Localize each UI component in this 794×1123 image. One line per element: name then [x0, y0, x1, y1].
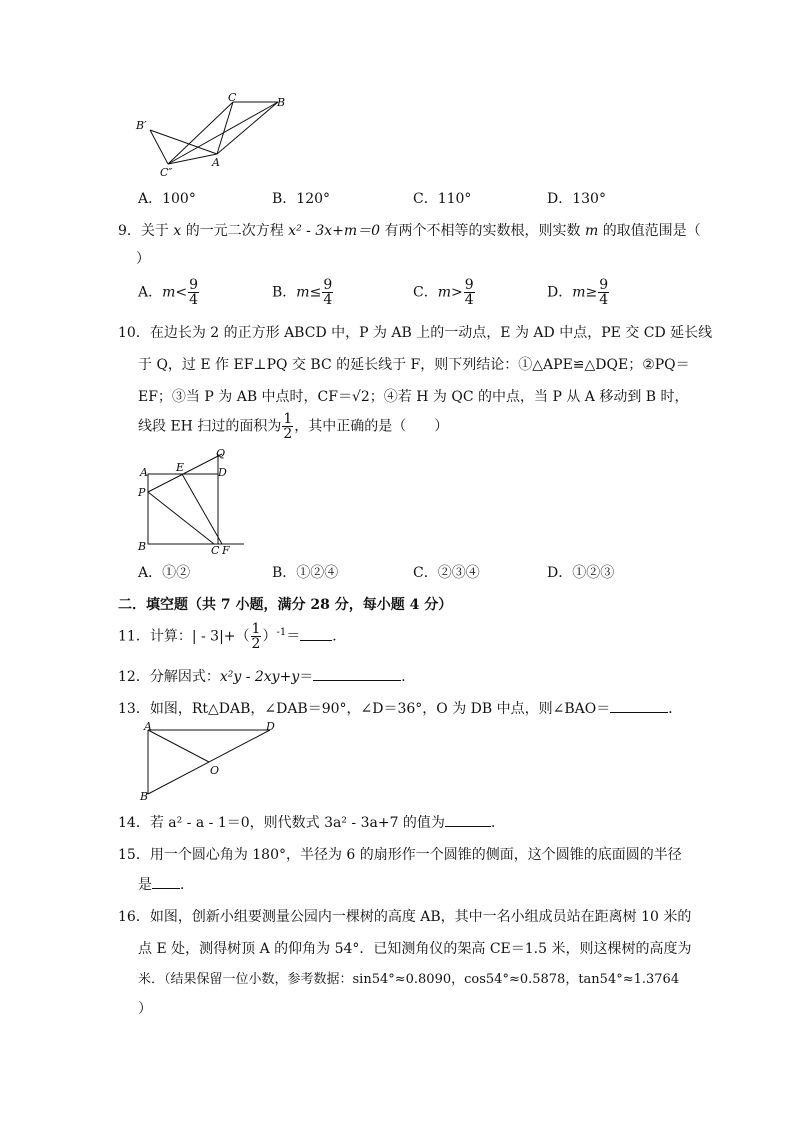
q9-opt-d-var: m [572, 284, 586, 301]
q9-opt-d-prefix: D． [547, 284, 573, 301]
q10-label-F: F [222, 544, 230, 557]
q8-option-d: D．130° [547, 191, 606, 207]
q9-opt-b-frac [322, 278, 333, 307]
q11-answer-blank[interactable] [300, 628, 332, 641]
q8-label-B-prime: B′ [136, 119, 147, 132]
q8-option-b: B．120° [272, 191, 331, 207]
q13-label-B: B [140, 790, 149, 802]
q14-answer-blank[interactable] [445, 814, 491, 827]
q12 [118, 666, 415, 686]
q8-figure [130, 92, 300, 182]
q13-figure [138, 720, 288, 802]
q9-opt-a-rel: < [175, 284, 188, 301]
q15-line-1: 15．用一个圆心角为 180°，半径为 6 的扇形作一个圆锥的侧面，这个圆锥的底面圆的半径 [118, 847, 682, 863]
q10-frac [282, 412, 293, 441]
q16-line-4: ） [138, 1001, 152, 1017]
q9-close-paren: ） [136, 251, 150, 267]
q11 [118, 622, 346, 651]
q9-stem [118, 220, 701, 240]
q12-answer-blank[interactable] [313, 668, 401, 681]
q10-option-b: B．①②④ [272, 565, 339, 581]
q9-opt-a-frac [188, 278, 199, 307]
q10-label-B: B [138, 540, 147, 553]
q13-label-A: A [144, 720, 152, 733]
q9-opt-c-var: m [437, 284, 451, 301]
q15-text: 是 [138, 877, 152, 893]
q10-option-a: A．①② [138, 565, 191, 581]
q11-frac-den: 2 [251, 636, 261, 652]
q9-opt-d-frac [598, 278, 609, 307]
q10-label-P: P [138, 486, 146, 499]
q9-text-a: 9．关于 [118, 223, 169, 239]
q9-opt-d-num: 9 [599, 277, 609, 293]
q12-text-a: 12．分解因式： [118, 669, 220, 685]
q8-label-B: B [277, 96, 286, 109]
q15-answer-blank[interactable] [152, 876, 180, 889]
q9-var-m: m [584, 223, 599, 239]
q9-text-c: 有两个不相等的实数根，则实数 [384, 223, 581, 239]
q10-line-3: EF；③当 P 为 AB 中点时，CF＝√2；④若 H 为 QC 的中点，当 P 从 A 移动到 B 时， [138, 389, 689, 405]
q11-text-b: ） [262, 628, 277, 645]
q9-opt-c-rel: > [451, 284, 463, 301]
q13-label-D: D [266, 720, 275, 733]
q9-opt-b-den: 4 [323, 292, 333, 308]
q16-line-3: 米．（结果保留一位小数，参考数据：sin54°≈0.8090，cos54°≈0.5878，tan54°≈1.3764 [138, 972, 680, 987]
q14-text: 14．若 a² - a - 1＝0，则代数式 3a² - 3a+7 的值为 [118, 815, 445, 831]
q10-figure [134, 446, 254, 558]
q10-line-2: 于 Q，过 E 作 EF⊥PQ 交 BC 的延长线于 F，则下列结论：①△APE≌△DQE；②PQ＝ [138, 357, 690, 373]
q15-line-2 [138, 874, 194, 894]
q9-option-d [547, 278, 610, 307]
q8-label-C-double: C″ [160, 166, 173, 179]
q9-opt-c-den: 4 [464, 292, 474, 308]
q14 [118, 812, 505, 832]
q9-opt-c-num: 9 [464, 277, 474, 293]
q10-label-D: D [218, 466, 227, 479]
q8-label-A: A [212, 156, 220, 169]
q11-period: ． [332, 628, 347, 645]
q9-opt-b-var: m [296, 284, 310, 301]
q10-label-C: C [211, 544, 220, 557]
q9-opt-a-prefix: A． [138, 284, 163, 301]
q10-line-4 [138, 412, 448, 441]
section-2-heading: 二．填空题（共 7 小题，满分 28 分，每小题 4 分） [118, 597, 453, 613]
q8-label-C: C [228, 92, 237, 104]
q9-opt-d-rel: ≥ [585, 284, 598, 301]
q11-equals: ＝ [286, 628, 301, 645]
q10-line-1: 10．在边长为 2 的正方形 ABCD 中，P 为 AB 上的一动点，E 为 AD 中点，PE 交 CD 延长线 [118, 325, 713, 341]
q10-frac-den: 2 [283, 426, 293, 442]
q10-line-4-tail: ，其中正确的是（ ） [294, 418, 449, 435]
q15-period: ． [180, 877, 194, 893]
q12-equals: ＝ [299, 669, 314, 685]
q11-frac-num: 1 [251, 621, 261, 637]
q16-line-1: 16．如图，创新小组要测量公园内一棵树的高度 AB，其中一名小组成员站在距离树 10 米的 [118, 909, 692, 925]
q10-frac-num: 1 [283, 411, 293, 427]
q10-line-4-text: 线段 EH 扫过的面积为 [138, 418, 282, 435]
q9-text-b: 的一元二次方程 [185, 223, 284, 239]
q11-text-a: 11．计算：| - 3|+（ [118, 628, 250, 645]
q9-opt-a-den: 4 [189, 292, 199, 308]
q10-option-d: D．①②③ [547, 565, 615, 581]
q10-option-c: C．②③④ [413, 565, 480, 581]
q8-option-c: C．110° [413, 191, 472, 207]
q9-opt-a-num: 9 [189, 277, 199, 293]
q13-text: 13．如图，Rt△DAB，∠DAB＝90°，∠D＝36°，O 为 DB 中点，则∠BAO＝ [118, 701, 611, 717]
q9-opt-c-prefix: C． [413, 284, 438, 301]
q9-opt-b-prefix: B． [272, 284, 297, 301]
q14-period: ． [490, 815, 505, 831]
q9-option-a [138, 278, 200, 307]
q9-opt-b-rel: ≤ [309, 284, 322, 301]
q13-label-O: O [210, 764, 220, 777]
q9-opt-a-var: m [162, 284, 176, 301]
q10-label-E: E [176, 461, 185, 474]
q8-option-a: A．100° [138, 191, 196, 207]
q13-period: ． [668, 701, 683, 717]
q9-var-x: x [173, 223, 182, 239]
q10-label-A: A [140, 466, 148, 479]
q10-label-Q: Q [216, 447, 226, 460]
q9-text-d: 的取值范围是（ [602, 223, 701, 239]
q9-opt-b-num: 9 [323, 277, 333, 293]
q9-opt-c-frac [464, 278, 475, 307]
q9-option-c [413, 278, 476, 307]
q12-period: ． [401, 669, 416, 685]
q13 [118, 698, 682, 718]
q9-option-b [272, 278, 334, 307]
q9-opt-d-den: 4 [599, 292, 609, 308]
q11-exponent: -1 [276, 626, 287, 638]
q13-answer-blank[interactable] [610, 700, 668, 713]
q12-expression: x²y - 2xy+y [219, 669, 300, 685]
q16-line-2: 点 E 处，测得树顶 A 的仰角为 54°．已知测角仪的架高 CE＝1.5 米，则这棵树的高度为 [138, 941, 692, 957]
q11-frac [251, 622, 262, 651]
q9-equation: x² - 3x+m＝0 [288, 223, 381, 239]
